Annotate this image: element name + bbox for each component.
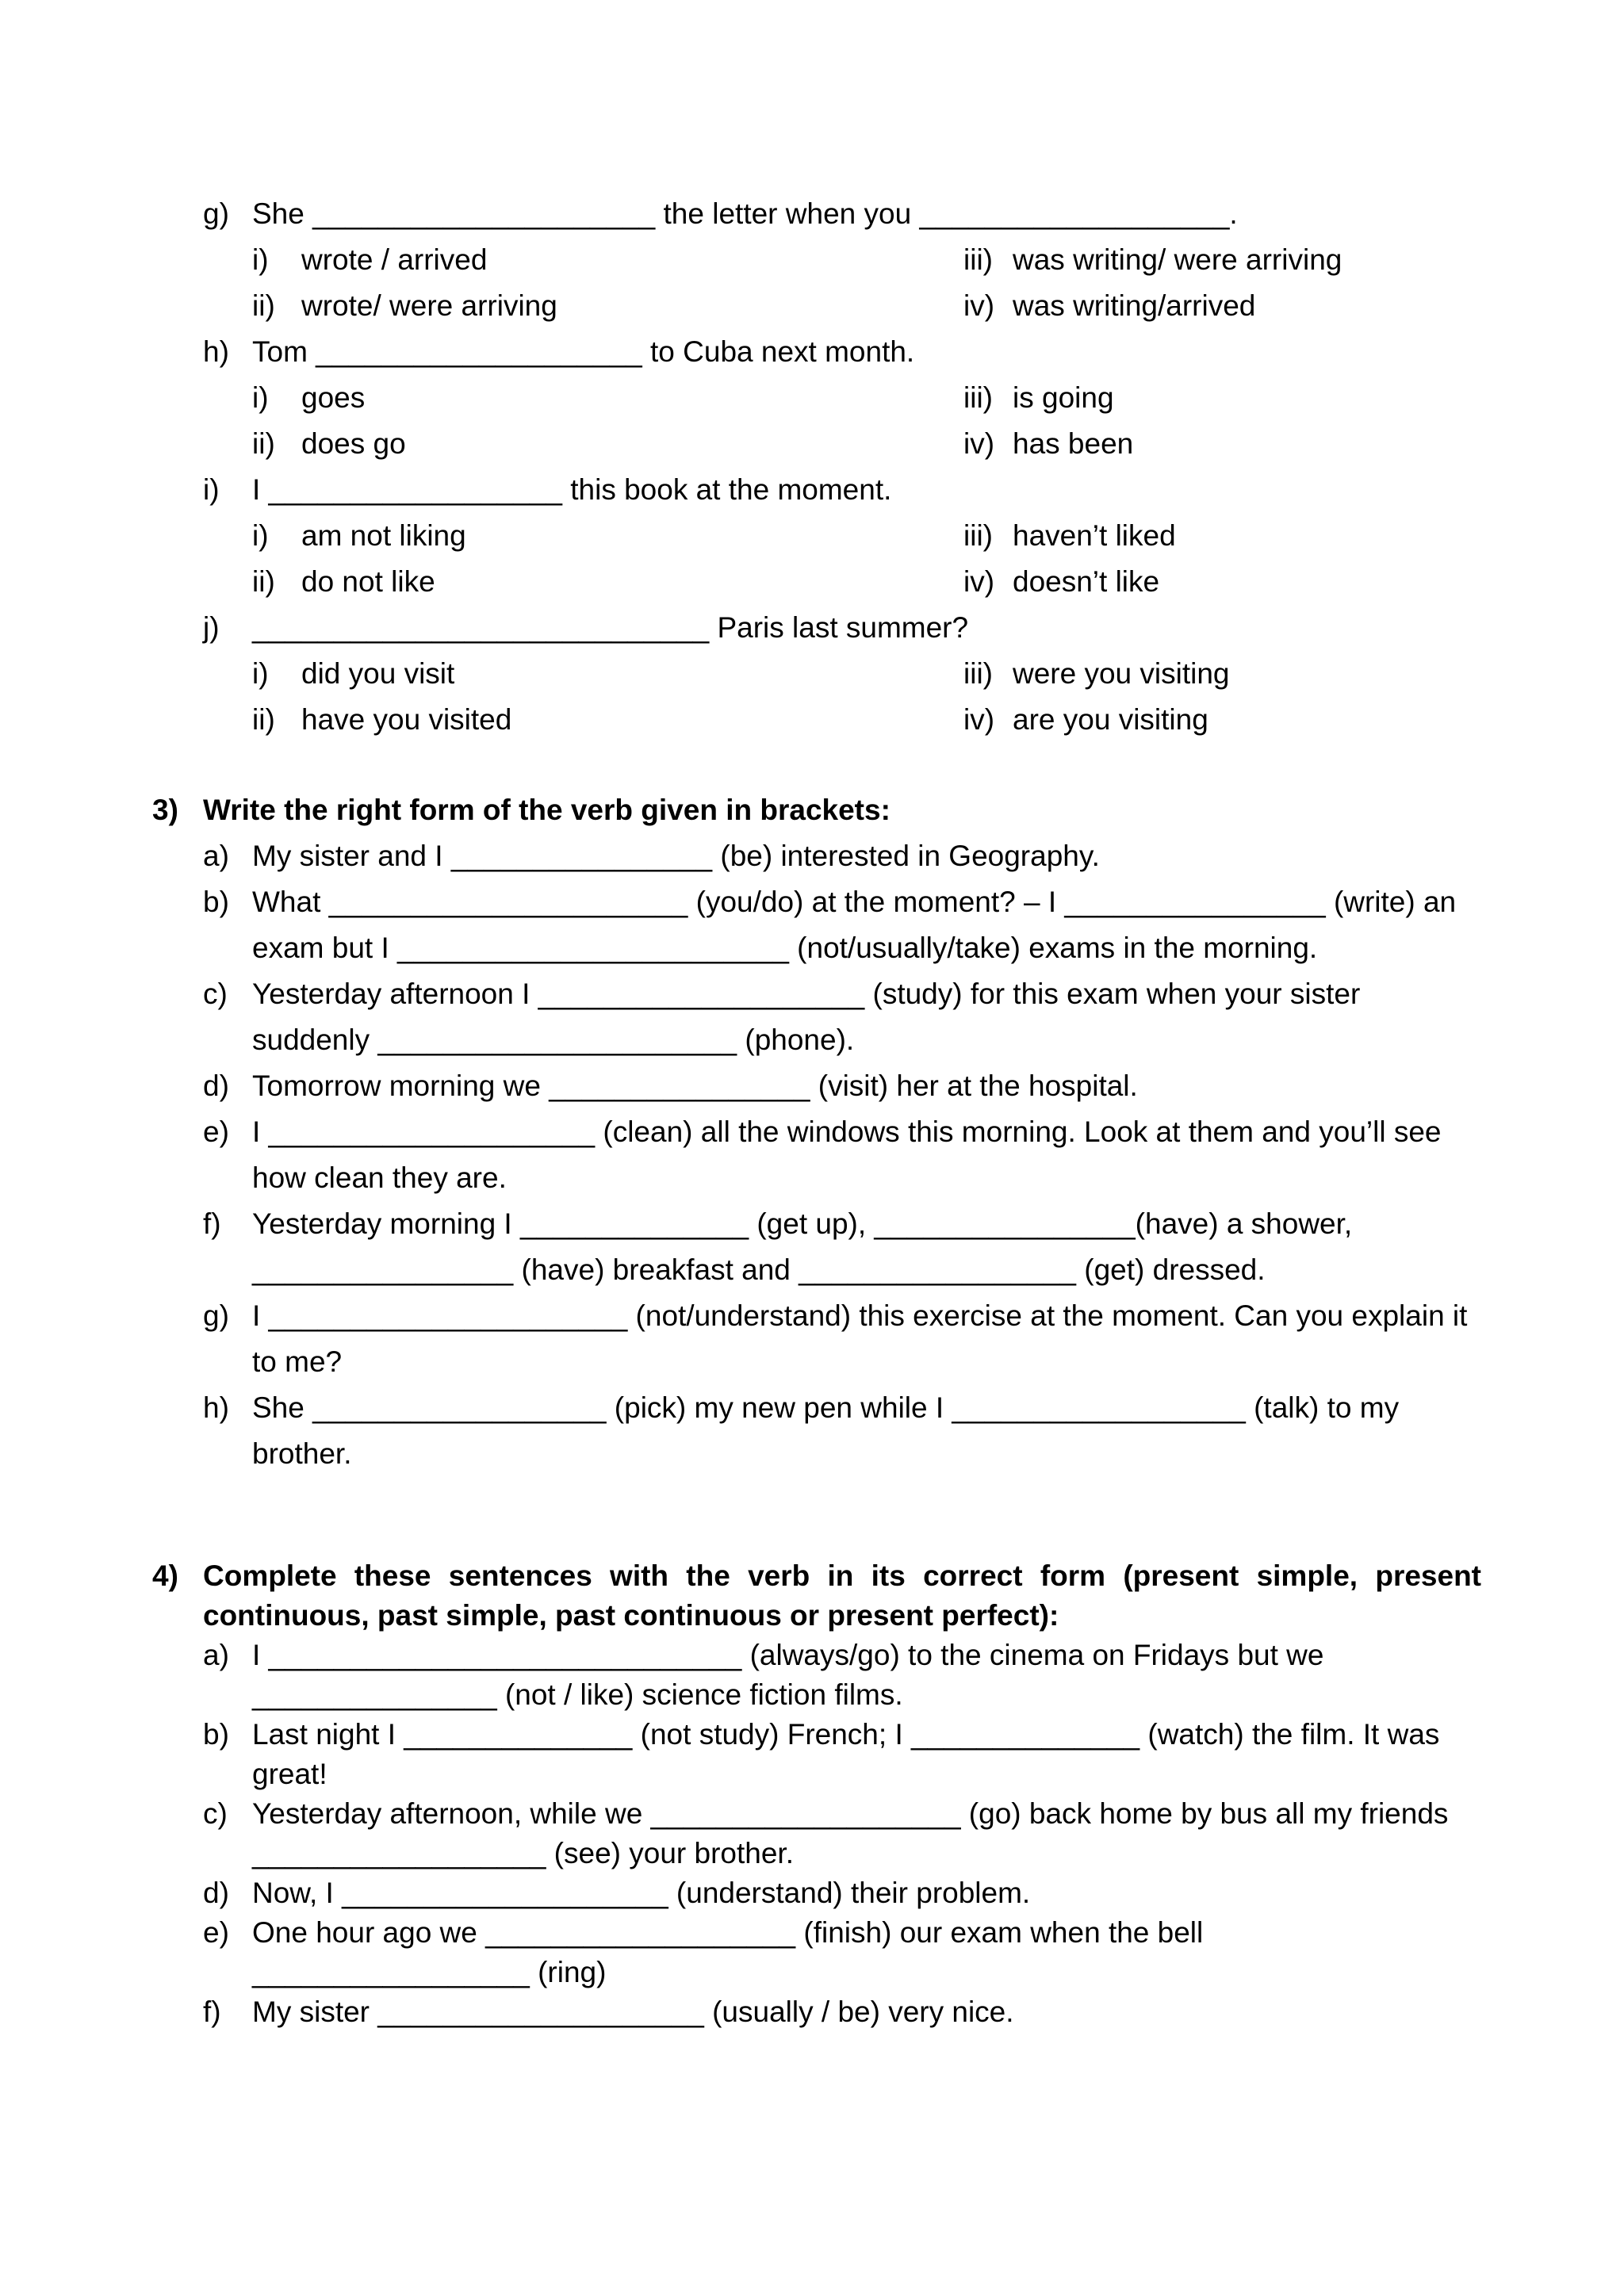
option-text: goes [301,381,366,414]
section-title-line: Complete these sentences with the verb in its correct form (present simple, present [203,1559,1481,1592]
option-text: doesn’t like [1013,565,1160,598]
exercise-item [0,1873,1624,1913]
exercise-item [0,1201,1624,1293]
question-j [0,605,1624,651]
item-label: e) [203,1115,229,1148]
item-label: f) [203,1207,221,1240]
item-label: c) [203,978,228,1010]
option-text: is going [1013,381,1114,414]
options-g [0,237,1624,329]
item-text: Yesterday morning I ______________ (get up), ________________(have) a shower, ________________ (have) breakfast and _________________ (get) dressed. [252,1207,1353,1286]
item-label: b) [203,1718,229,1751]
section-title [203,1556,1481,1636]
exercise-item [0,1636,1624,1715]
item-text: I ____________________ (clean) all the windows this morning. Look at them and you’ll see how clean they are. [252,1115,1442,1194]
option-number: iv) [963,427,995,460]
question-label: g) [203,197,229,230]
option-text: do not like [301,565,435,598]
exercise-item [0,1992,1624,2032]
question-i [0,467,1624,513]
item-text: My sister and I ________________ (be) interested in Geography. [252,840,1100,872]
item-text: I ______________________ (not/understand) this exercise at the moment. Can you explain it to me? [252,1299,1468,1378]
exercise-item [0,833,1624,879]
exercise-item [0,1794,1624,1873]
item-text: One hour ago we ___________________ (finish) our exam when the bell _________________ (ring) [252,1916,1204,1988]
item-text: Yesterday afternoon, while we ___________________ (go) back home by bus all my friends __________________ (see) your brother. [252,1797,1449,1869]
item-label: c) [203,1797,228,1830]
option-number: iii) [963,381,993,414]
worksheet-page [0,191,1624,2032]
exercise-item [0,1063,1624,1109]
item-text: She __________________ (pick) my new pen while I __________________ (talk) to my brother. [252,1391,1400,1470]
option-number: i) [252,519,269,552]
option-number: iii) [963,243,993,276]
option-number: iv) [963,289,995,322]
section-title-line: continuous, past simple, past continuous or present perfect): [203,1599,1059,1632]
question-label: j) [203,611,220,644]
option-text: does go [301,427,406,460]
option-number: i) [252,243,269,276]
options-i [0,513,1624,605]
option-text: haven’t liked [1013,519,1176,552]
item-text: Last night I ______________ (not study) French; I ______________ (watch) the film. It was great! [252,1718,1440,1790]
section-4-heading [0,1556,1624,1636]
question-text: She _____________________ the letter when you ___________________. [252,197,1238,230]
section-title: Write the right form of the verb given in brackets: [203,794,891,826]
option-number: iii) [963,657,993,690]
option-text: wrote / arrived [301,243,488,276]
question-h [0,329,1624,375]
option-text: am not liking [301,519,466,552]
option-number: ii) [252,703,275,736]
options-j [0,651,1624,743]
item-label: a) [203,1639,229,1671]
question-label: i) [203,473,220,506]
option-number: ii) [252,289,275,322]
question-text: Tom ____________________ to Cuba next month. [252,335,915,368]
option-number: ii) [252,427,275,460]
item-text: Tomorrow morning we ________________ (visit) her at the hospital. [252,1070,1138,1102]
exercise-item [0,1715,1624,1794]
item-text: Yesterday afternoon I ____________________ (study) for this exam when your sister suddenly ______________________ (phone). [252,978,1361,1056]
item-label: b) [203,886,229,918]
section-number: 4) [152,1559,178,1592]
exercise-item [0,1293,1624,1385]
item-label: a) [203,840,229,872]
exercise-item [0,971,1624,1063]
question-g [0,191,1624,237]
item-label: d) [203,1877,229,1909]
item-text: Now, I ____________________ (understand) their problem. [252,1877,1031,1909]
option-number: i) [252,657,269,690]
option-text: were you visiting [1013,657,1230,690]
item-label: g) [203,1299,229,1332]
option-number: iii) [963,519,993,552]
item-label: f) [203,1996,221,2028]
option-text: wrote/ were arriving [301,289,557,322]
option-text: was writing/arrived [1013,289,1256,322]
section-number: 3) [152,794,178,826]
option-text: are you visiting [1013,703,1208,736]
option-number: ii) [252,565,275,598]
option-number: i) [252,381,269,414]
question-text: I __________________ this book at the moment. [252,473,892,506]
options-h [0,375,1624,467]
option-number: iv) [963,703,995,736]
item-label: h) [203,1391,229,1424]
option-text: was writing/ were arriving [1013,243,1342,276]
item-text: I _____________________________ (always/go) to the cinema on Fridays but we _______________ (not / like) science fiction films. [252,1639,1324,1711]
exercise-item [0,1385,1624,1477]
question-text: ____________________________ Paris last summer? [252,611,969,644]
section-3-heading [0,787,1624,833]
option-text: have you visited [301,703,512,736]
item-text: What ______________________ (you/do) at the moment? – I ________________ (write) an exam but I ________________________ (not/usually/take) exams in the morning. [252,886,1457,964]
option-text: did you visit [301,657,455,690]
item-text: My sister ____________________ (usually / be) very nice. [252,1996,1014,2028]
option-number: iv) [963,565,995,598]
item-label: e) [203,1916,229,1949]
question-label: h) [203,335,229,368]
exercise-item [0,1913,1624,1992]
exercise-item [0,879,1624,971]
option-text: has been [1013,427,1134,460]
exercise-item [0,1109,1624,1201]
item-label: d) [203,1070,229,1102]
